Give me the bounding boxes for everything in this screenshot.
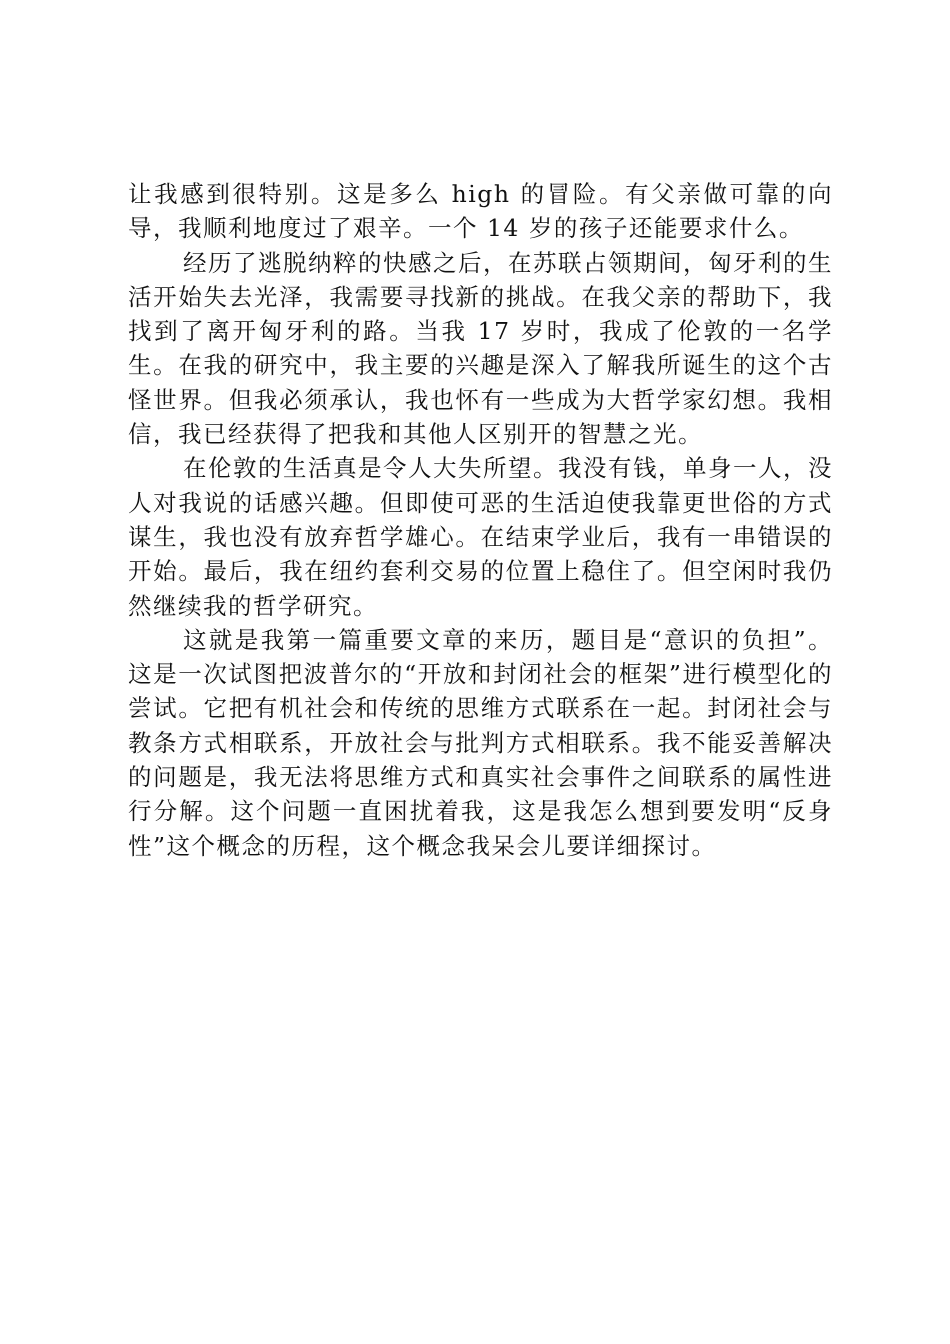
paragraph-1: 让我感到很特别。这是多么 high 的冒险。有父亲做可靠的向导，我顺利地度过了艰辛。一个 14 岁的孩子还能要求什么。: [128, 180, 833, 243]
paragraph-3: 在伦敦的生活真是令人大失所望。我没有钱，单身一人，没人对我说的话感兴趣。但即使可恶的生活迫使我靠更世俗的方式谋生，我也没有放弃哲学雄心。在结束学业后，我有一串错误的开始。最后，我在纽约套利交易的位置上稳住了。但空闲时我仍然继续我的哲学研究。: [128, 454, 833, 620]
paragraph-2: 经历了逃脱纳粹的快感之后，在苏联占领期间，匈牙利的生活开始失去光泽，我需要寻找新的挑战。在我父亲的帮助下，我找到了离开匈牙利的路。当我 17 岁时，我成了伦敦的一名学生。在我的研究中，我主要的兴趣是深入了解我所诞生的这个古怪世界。但我必须承认，我也怀有一些成为大哲学家幻想。我相信，我已经获得了把我和其他人区别开的智慧之光。: [128, 248, 833, 449]
paragraph-4: 这就是我第一篇重要文章的来历，题目是“意识的负担”。这是一次试图把波普尔的“开放和封闭社会的框架”进行模型化的尝试。它把有机社会和传统的思维方式联系在一起。封闭社会与教条方式相联系，开放社会与批判方式相联系。我不能妥善解决的问题是，我无法将思维方式和真实社会事件之间联系的属性进行分解。这个问题一直困扰着我，这是我怎么想到要发明“反身性”这个概念的历程，这个概念我呆会儿要详细探讨。: [128, 625, 833, 860]
document-body: [128, 177, 833, 863]
